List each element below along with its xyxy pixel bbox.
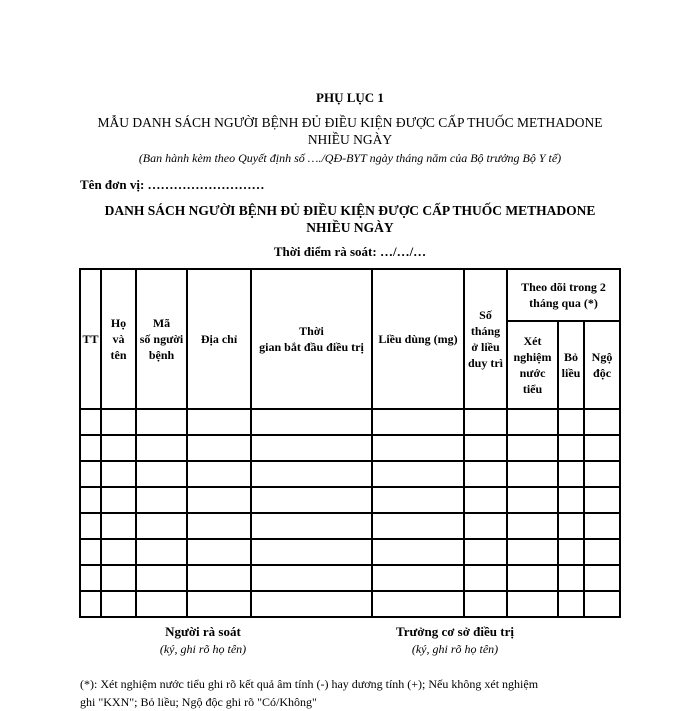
col-header-missed-dose: Bỏ liều — [558, 321, 584, 409]
col-header-start-date: Thời gian bắt đầu điều trị — [251, 269, 372, 409]
reviewer-sign-hint: (ký, ghi rõ họ tên) — [159, 642, 247, 656]
col-header-poisoning: Ngộ độc — [584, 321, 620, 409]
table-row — [80, 513, 620, 539]
table-header-row — [80, 269, 620, 321]
form-title-line2: NHIỀU NGÀY — [307, 132, 393, 147]
footnote-line2: ghi "KXN"; Bỏ liều; Ngộ độc ghi rõ "Có/Không" — [80, 695, 317, 709]
col-header-maintenance-months: Số tháng ở liều duy trì — [464, 269, 507, 409]
col-header-tt: TT — [80, 269, 101, 409]
table-row — [80, 565, 620, 591]
list-title-line2: NHIỀU NGÀY — [306, 220, 394, 235]
col-header-urine-test: Xét nghiệm nước tiểu — [507, 321, 558, 409]
footnote-line1: (*): Xét nghiệm nước tiểu ghi rõ kết quả âm tính (-) hay dương tính (+); Nếu không xét nghiệm — [80, 677, 539, 691]
list-title-line1: DANH SÁCH NGƯỜI BỆNH ĐỦ ĐIỀU KIỆN ĐƯỢC CẤP THUỐC METHADONE — [104, 203, 596, 218]
facility-head-sign-hint: (ký, ghi rõ họ tên) — [411, 642, 499, 656]
col-header-patient-code: Mã số người bệnh — [136, 269, 187, 409]
table-row — [80, 487, 620, 513]
form-title — [0, 114, 700, 148]
col-header-address: Địa chỉ — [187, 269, 251, 409]
facility-head-signature-block — [375, 624, 535, 657]
unit-name-line: Tên đơn vị: ……………………… — [80, 177, 265, 192]
appendix-title: PHỤ LỤC 1 — [316, 90, 384, 105]
table-row — [80, 409, 620, 435]
table-row — [80, 435, 620, 461]
list-title — [0, 202, 700, 236]
table-row — [80, 539, 620, 565]
table-row — [80, 591, 620, 617]
col-header-followup: Theo dõi trong 2 tháng qua (*) — [507, 269, 620, 321]
review-time: Thời điểm rà soát: …/…/… — [273, 244, 427, 259]
form-title-line1: MẪU DANH SÁCH NGƯỜI BỆNH ĐỦ ĐIỀU KIỆN ĐƯỢC CẤP THUỐC METHADONE — [97, 115, 603, 130]
reviewer-role: Người rà soát — [165, 624, 241, 639]
patient-list-table — [79, 268, 621, 618]
reviewer-signature-block — [123, 624, 283, 657]
col-header-dose: Liều dùng (mg) — [372, 269, 464, 409]
facility-head-role: Trưởng cơ sở điều trị — [396, 624, 514, 639]
col-header-name: Họ và tên — [101, 269, 136, 409]
footnote — [80, 675, 620, 711]
issued-note: (Ban hành kèm theo Quyết định số …./QĐ-BYT ngày tháng năm của Bộ trưởng Bộ Y tế) — [138, 151, 562, 165]
table-row — [80, 461, 620, 487]
